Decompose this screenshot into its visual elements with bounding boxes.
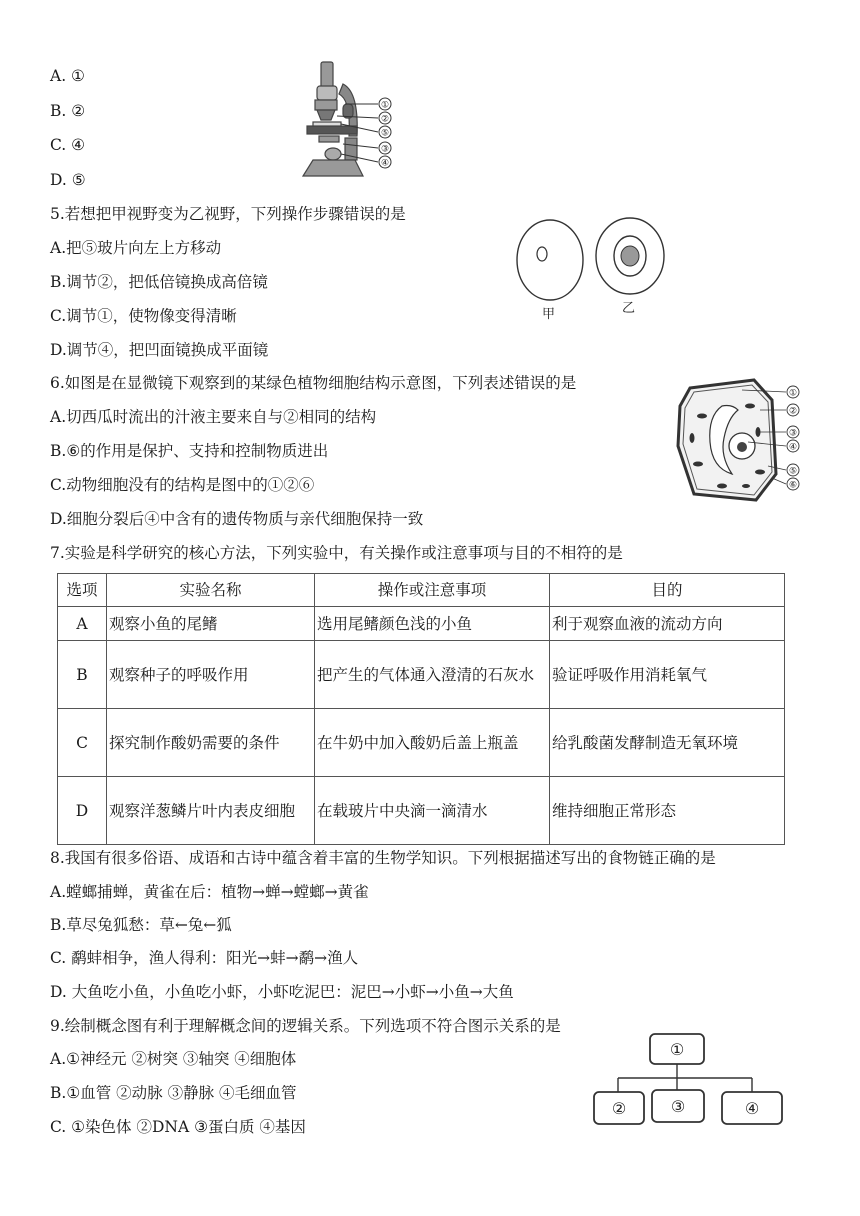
microscope-label-4: ④ <box>380 158 390 169</box>
q8-stem: 8.我国有很多俗语、成语和古诗中蕴含着丰富的生物学知识。下列根据描述写出的食物链正确的是 <box>50 849 716 867</box>
view-label-yi: 乙 <box>622 301 636 316</box>
experiment-table <box>57 573 785 845</box>
q8-option-a: A.螳螂捕蝉，黄雀在后：植物→蝉→螳螂→黄雀 <box>50 883 369 901</box>
q4-option-a: A. ① <box>50 67 85 85</box>
table-row <box>58 709 785 777</box>
q6-option-a: A.切西瓜时流出的汁液主要来自与②相同的结构 <box>50 408 377 426</box>
cell-experiment: 观察种子的呼吸作用 <box>107 641 315 709</box>
cell-option: C <box>58 709 107 777</box>
q7-stem: 7.实验是科学研究的核心方法，下列实验中，有关操作或注意事项与目的不相符的是 <box>50 544 623 562</box>
field-of-view-figure <box>512 216 672 324</box>
q8-option-d: D. 大鱼吃小鱼，小鱼吃小虾，小虾吃泥巴：泥巴→小虾→小鱼→大鱼 <box>50 983 514 1001</box>
concept-box-3: ③ <box>670 1097 686 1116</box>
microscope-figure <box>293 56 403 192</box>
cell-purpose: 维持细胞正常形态 <box>550 777 785 845</box>
concept-box-2: ② <box>611 1099 627 1118</box>
cell-operation: 把产生的气体通入澄清的石灰水 <box>315 641 550 709</box>
q5-option-b: B.调节②，把低倍镜换成高倍镜 <box>50 273 268 291</box>
view-label-jia: 甲 <box>542 307 556 322</box>
concept-map-figure <box>588 1030 793 1132</box>
header-operation: 操作或注意事项 <box>315 574 550 607</box>
table-header-row <box>58 574 785 607</box>
cell-option: B <box>58 641 107 709</box>
microscope-label-1: ① <box>380 100 390 111</box>
q9-option-b: B.①血管 ②动脉 ③静脉 ④毛细血管 <box>50 1084 297 1102</box>
cell-experiment: 探究制作酸奶需要的条件 <box>107 709 315 777</box>
header-option: 选项 <box>58 574 107 607</box>
header-experiment: 实验名称 <box>107 574 315 607</box>
cell-label-5: ⑤ <box>788 466 798 477</box>
cell-operation: 在载玻片中央滴一滴清水 <box>315 777 550 845</box>
q6-stem: 6.如图是在显微镜下观察到的某绿色植物细胞结构示意图，下列表述错误的是 <box>50 374 577 392</box>
table-row <box>58 641 785 709</box>
q5-option-a: A.把⑤玻片向左上方移动 <box>50 239 222 257</box>
cell-experiment: 观察洋葱鳞片叶内表皮细胞 <box>107 777 315 845</box>
cell-label-1: ① <box>788 388 798 399</box>
q9-option-a: A.①神经元 ②树突 ③轴突 ④细胞体 <box>50 1050 297 1068</box>
cell-operation: 选用尾鳍颜色浅的小鱼 <box>315 607 550 641</box>
q5-option-d: D.调节④，把凹面镜换成平面镜 <box>50 341 269 359</box>
q5-option-c: C.调节①，使物像变得清晰 <box>50 307 237 325</box>
q4-option-c: C. ④ <box>50 136 86 154</box>
q8-option-c: C. 鹬蚌相争，渔人得利：阳光→蚌→鹬→渔人 <box>50 949 359 967</box>
cell-experiment: 观察小鱼的尾鳍 <box>107 607 315 641</box>
cell-purpose: 给乳酸菌发酵制造无氧环境 <box>550 709 785 777</box>
q6-option-b: B.⑥的作用是保护、支持和控制物质进出 <box>50 442 329 460</box>
microscope-label-5: ⑤ <box>380 128 390 139</box>
q6-option-d: D.细胞分裂后④中含有的遗传物质与亲代细胞保持一致 <box>50 510 424 528</box>
microscope-label-2: ② <box>380 114 390 125</box>
q9-stem: 9.绘制概念图有利于理解概念间的逻辑关系。下列选项不符合图示关系的是 <box>50 1017 561 1035</box>
cell-option: D <box>58 777 107 845</box>
cell-operation: 在牛奶中加入酸奶后盖上瓶盖 <box>315 709 550 777</box>
microscope-label-3: ③ <box>380 144 390 155</box>
cell-option: A <box>58 607 107 641</box>
cell-purpose: 利于观察血液的流动方向 <box>550 607 785 641</box>
cell-purpose: 验证呼吸作用消耗氧气 <box>550 641 785 709</box>
header-purpose: 目的 <box>550 574 785 607</box>
table-row <box>58 777 785 845</box>
q8-option-b: B.草尽兔狐愁：草←兔←狐 <box>50 916 232 934</box>
concept-box-1: ① <box>669 1040 685 1059</box>
q4-option-b: B. ② <box>50 102 86 120</box>
q4-option-d: D. ⑤ <box>50 171 86 189</box>
q6-option-c: C.动物细胞没有的结构是图中的①②⑥ <box>50 476 315 494</box>
cell-label-2: ② <box>788 406 798 417</box>
concept-box-4: ④ <box>744 1099 760 1118</box>
q9-option-c: C. ①染色体 ②DNA ③蛋白质 ④基因 <box>50 1118 306 1136</box>
cell-label-4: ④ <box>788 442 798 453</box>
cell-label-6: ⑥ <box>788 480 798 491</box>
q5-stem: 5.若想把甲视野变为乙视野，下列操作步骤错误的是 <box>50 205 406 223</box>
table-row <box>58 607 785 641</box>
cell-label-3: ③ <box>788 428 798 439</box>
plant-cell-figure <box>672 376 812 506</box>
